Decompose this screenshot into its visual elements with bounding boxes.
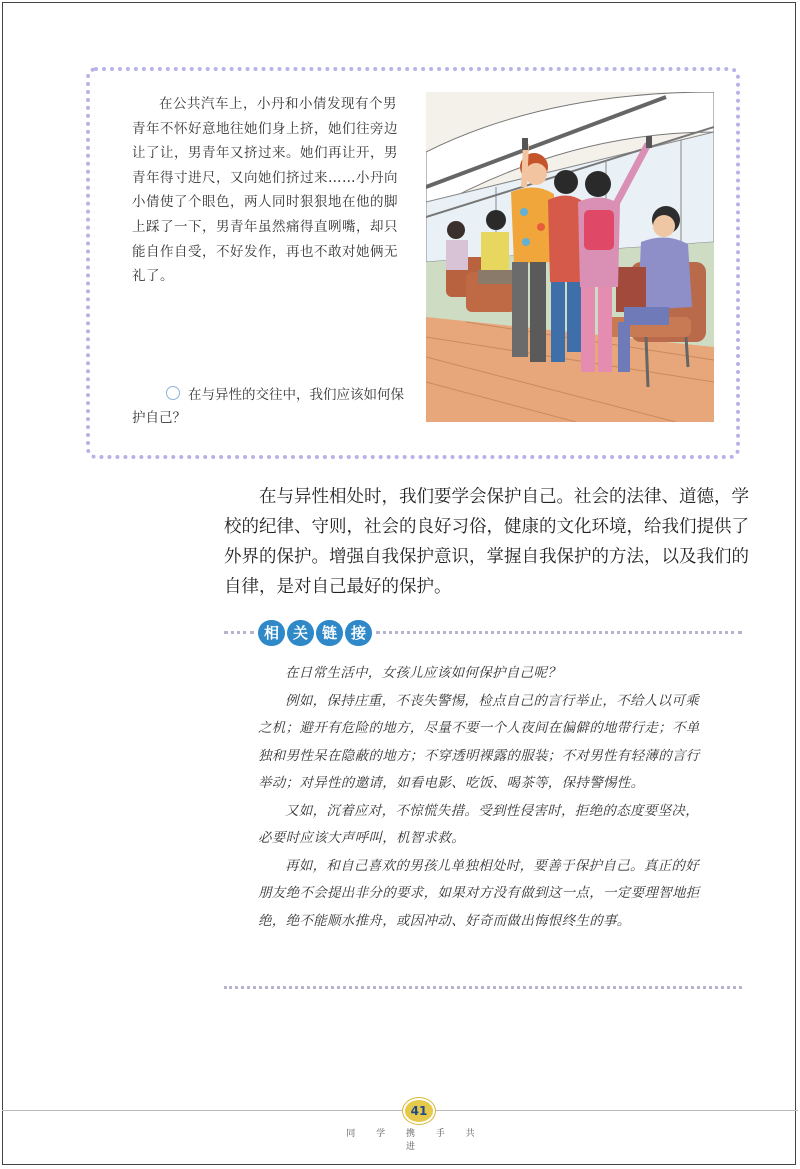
related-paragraph: 又如，沉着应对，不惊慌失措。受到性侵害时，拒绝的态度要坚决，必要时应该大声呼叫，机智求救。	[258, 802, 699, 846]
question-circle-icon	[166, 386, 180, 400]
tag-char: 相	[258, 620, 285, 646]
story-question: 在与异性的交往中，我们应该如何保护自己？	[132, 387, 404, 426]
related-links-tag	[258, 620, 372, 646]
story-question-block	[132, 384, 412, 430]
story-paragraph: 在公共汽车上，小丹和小倩发现有个男青年不怀好意地往她们身上挤，她们往旁边让了让，男青年又挤过来。她们再让开，男青年得寸进尺，又向她们挤过来……小丹向小倩使了个眼色，两人同时狠狠地在他的脚上踩了一下，男青年虽然痛得直咧嘴，却只能自作自受，不好发作，再也不敢对她俩无礼了。	[132, 96, 398, 285]
tag-char: 关	[287, 620, 314, 646]
dotted-divider-bottom	[224, 986, 742, 989]
footer-book-title: 同 学 携 手 共 进	[346, 1129, 484, 1152]
related-paragraph: 例如，保持庄重，不丧失警惕，检点自己的言行举止，不给人以可乘之机；避开有危险的地方，尽量不要一个人夜间在偏僻的地带行走；不单独和男性呆在隐蔽的地方；不穿透明裸露的服装；不对男性有轻薄的言行举动；对异性的邀请，如看电影、吃饭、喝茶等，保持警惕性。	[258, 692, 700, 791]
page-number: 41	[403, 1098, 435, 1124]
dotted-divider-left	[224, 631, 254, 634]
footer-rule	[2, 1110, 798, 1111]
main-text	[224, 482, 756, 602]
story-text	[132, 92, 402, 289]
related-paragraph: 再如，和自己喜欢的男孩儿单独相处时，要善于保护自己。真正的好朋友绝不会提出非分的要求，如果对方没有做到这一点，一定要理智地拒绝，绝不能顺水推舟，或因冲动、好奇而做出悔恨终生的事。	[258, 857, 700, 929]
tag-char: 接	[345, 620, 372, 646]
main-paragraph: 在与异性相处时，我们要学会保护自己。社会的法律、道德，学校的纪律、守则，社会的良好习俗，健康的文化环境，给我们提供了外界的保护。增强自我保护意识，掌握自我保护的方法，以及我们的自律，是对自己最好的保护。	[224, 487, 749, 597]
related-links-text	[258, 660, 708, 935]
dotted-divider-right	[376, 631, 742, 634]
related-paragraph: 在日常生活中，女孩儿应该如何保护自己呢？	[285, 665, 561, 681]
tag-char: 链	[316, 620, 343, 646]
bus-illustration	[426, 92, 714, 422]
